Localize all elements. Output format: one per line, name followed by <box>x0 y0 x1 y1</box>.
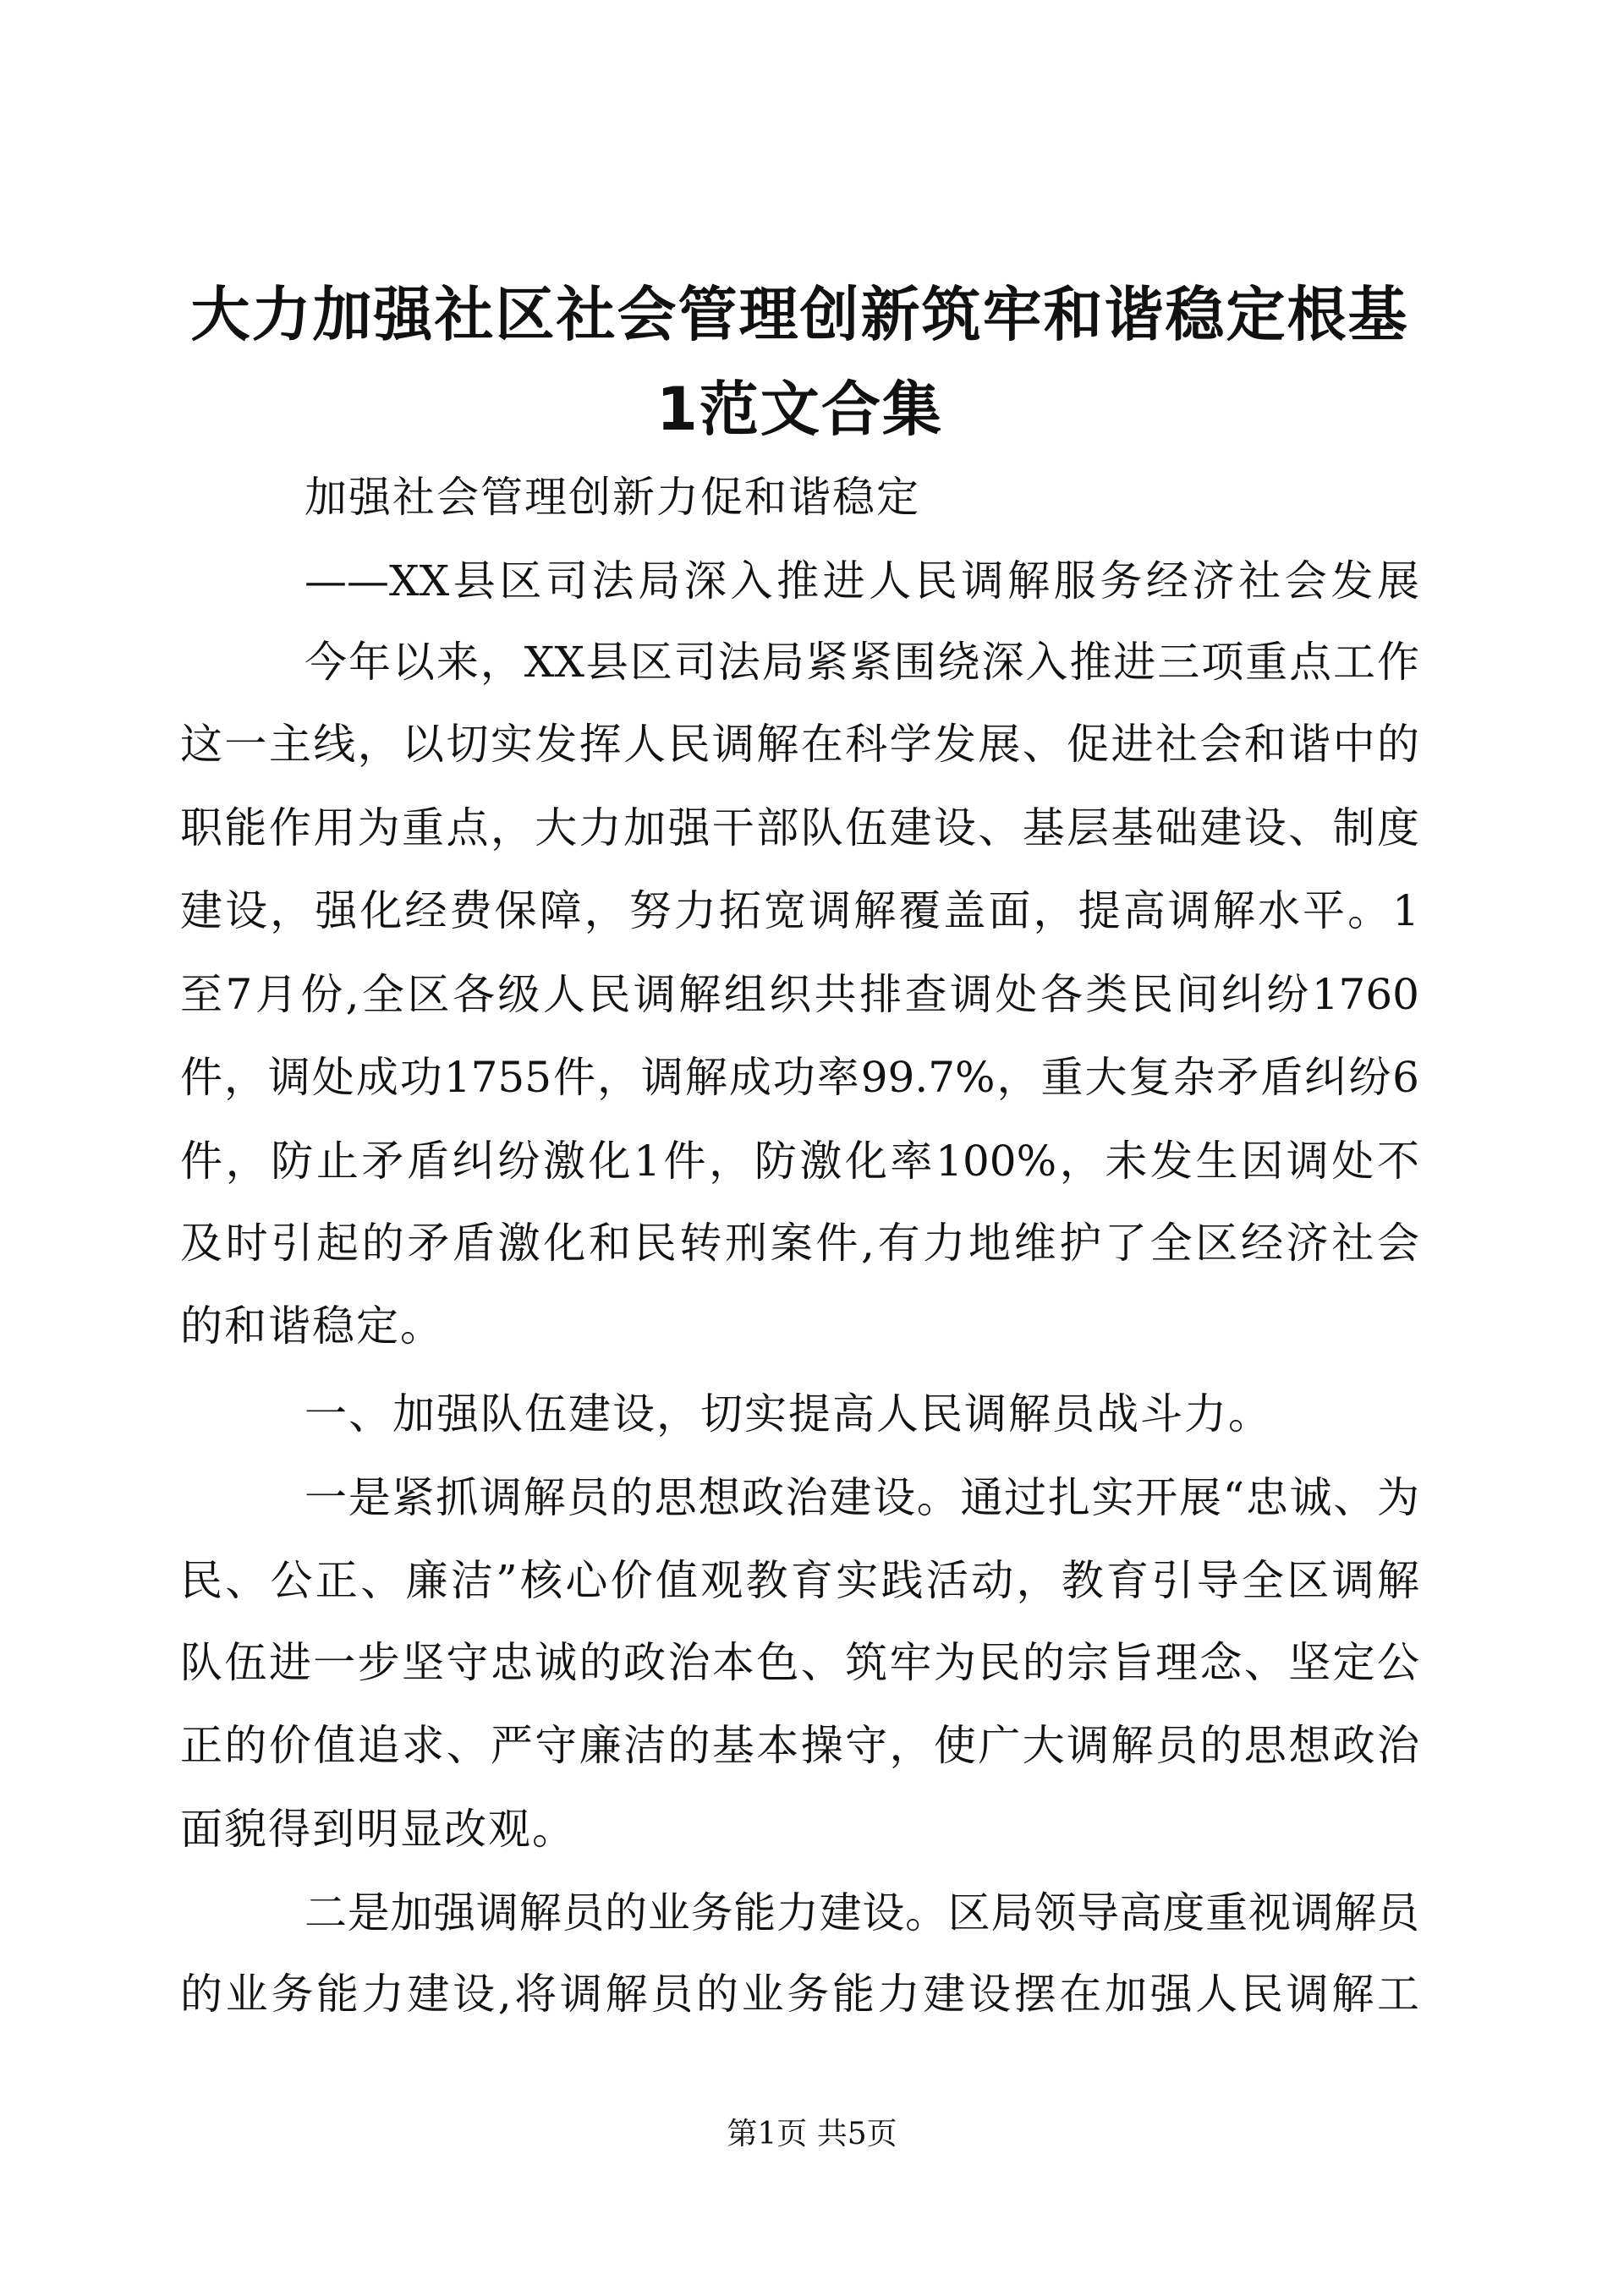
body-text-line: 正的价值追求、严守廉洁的基本操守，使广大调解员的思想政治 <box>180 1721 1419 1770</box>
body-text-line: 加强社会管理创新力促和谐稳定 <box>304 473 920 522</box>
body-text-line: 件，调处成功1755件，调解成功率99.7%，重大复杂矛盾纠纷6 <box>180 1053 1419 1102</box>
body-text-line: 至7月份,全区各级人民调解组织共排查调处各类民间纠纷1760 <box>180 970 1419 1019</box>
body-text-line: 建设，强化经费保障，努力拓宽调解覆盖面，提高调解水平。1 <box>180 886 1419 935</box>
body-text-line: ——XX县区司法局深入推进人民调解服务经济社会发展 <box>304 556 1419 606</box>
body-text-line: 一、加强队伍建设，切实提高人民调解员战斗力。 <box>304 1389 1272 1438</box>
body-text-line: 件，防止矛盾纠纷激化1件，防激化率100%，未发生因调处不 <box>180 1137 1419 1186</box>
body-text-line: 的业务能力建设,将调解员的业务能力建设摆在加强人民调解工 <box>180 1970 1419 2019</box>
body-text-line: 民、公正、廉洁”核心价值观教育实践活动，教育引导全区调解 <box>180 1556 1419 1605</box>
document-title-line-2: 1范文合集 <box>656 375 943 444</box>
body-text-line: 面貌得到明显改观。 <box>180 1805 576 1854</box>
body-text-line: 队伍进一步坚守忠诚的政治本色、筑牢为民的宗旨理念、坚定公 <box>180 1638 1419 1687</box>
body-text-line: 这一主线，以切实发挥人民调解在科学发展、促进社会和谐中的 <box>180 720 1419 769</box>
page-footer: 第1页 共5页 <box>727 2117 897 2151</box>
body-text-line: 今年以来，XX县区司法局紧紧围绕深入推进三项重点工作 <box>304 638 1419 687</box>
document-title-line-1: 大力加强社区社会管理创新筑牢和谐稳定根基 <box>190 280 1409 349</box>
body-text-line: 的和谐稳定。 <box>180 1301 444 1351</box>
body-text-line: 职能作用为重点，大力加强干部队伍建设、基层基础建设、制度 <box>180 803 1419 852</box>
body-text-line: 二是加强调解员的业务能力建设。区局领导高度重视调解员 <box>304 1888 1419 1937</box>
body-text-line: 及时引起的矛盾激化和民转刑案件,有力地维护了全区经济社会 <box>180 1219 1419 1268</box>
body-text-line: 一是紧抓调解员的思想政治建设。通过扎实开展“忠诚、为 <box>304 1473 1419 1522</box>
